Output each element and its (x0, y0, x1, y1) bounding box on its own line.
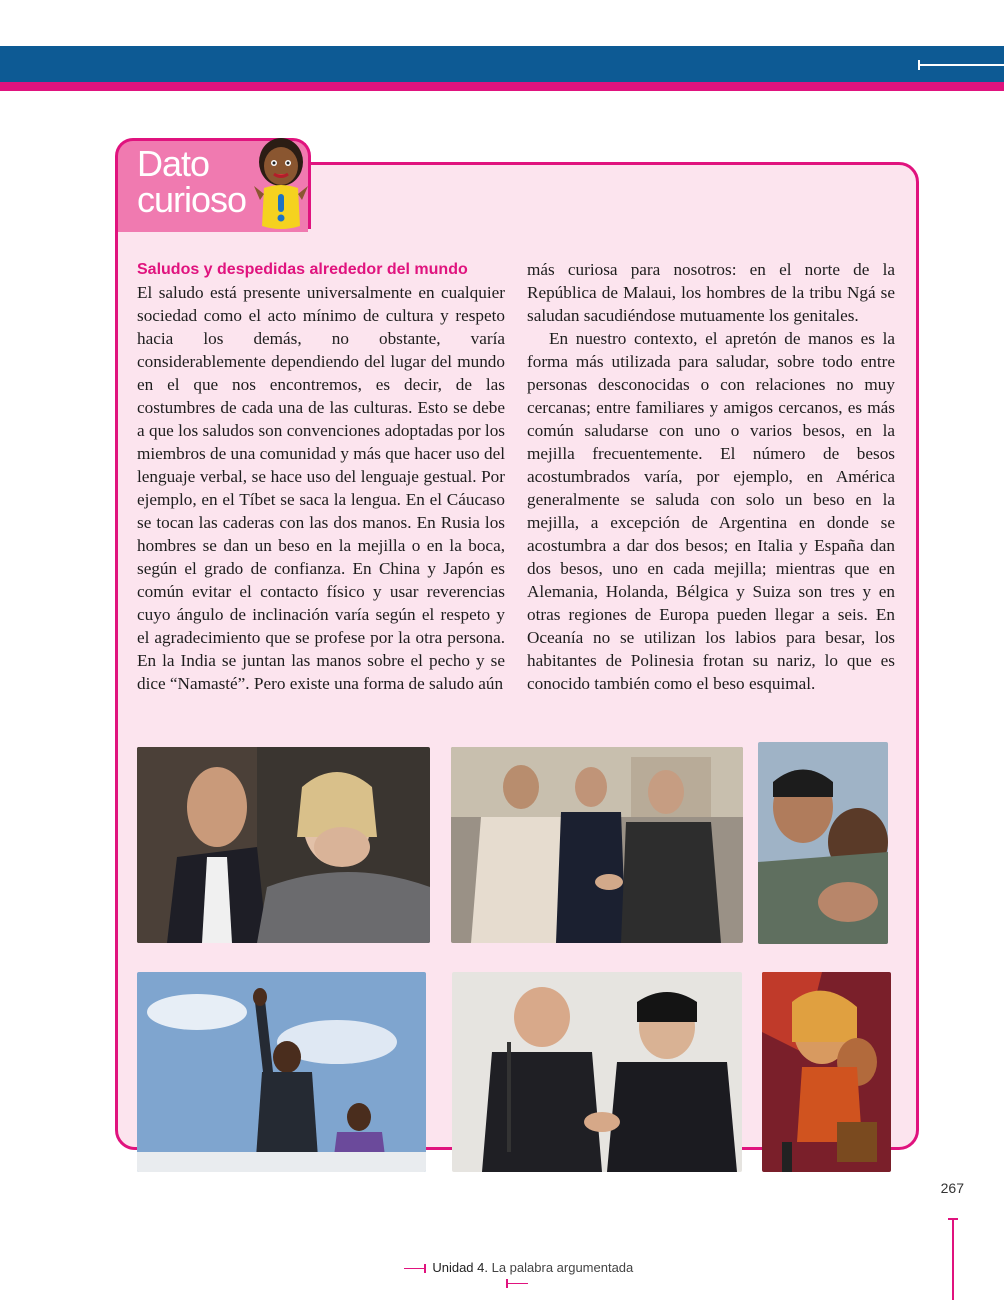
photo-blowing-kiss (137, 747, 430, 943)
tab-title (137, 143, 247, 220)
article-heading: Saludos y despedidas alrededor del mundo (137, 261, 468, 278)
photo-waving (137, 972, 426, 1172)
photo-nose-rub (762, 972, 891, 1172)
header-accent-line (0, 82, 1004, 91)
article-right-column (527, 258, 895, 695)
mascot-character-icon (250, 136, 312, 232)
page-side-line (952, 1218, 954, 1300)
footer-left-rule (404, 1268, 426, 1270)
tab-title-line2: curioso (137, 179, 247, 220)
footer-title: La palabra argumentada (491, 1260, 634, 1275)
page-number: 267 (940, 1180, 964, 1196)
header-tick-mark (918, 64, 1004, 66)
article-left-column (137, 281, 505, 695)
header-band (0, 46, 1004, 82)
photo-formal-handshake (452, 972, 742, 1172)
photo-embrace (758, 742, 888, 944)
photo-handshake-outdoors (451, 747, 743, 943)
tab-title-line1: Dato (137, 143, 210, 184)
article-paragraph-2: En nuestro contexto, el apretón de manos es la forma más utilizada para saludar, sobre todo entre personas desconocidas o con relaciones no muy cercanas; entre familiares y amigos cercanos, es más común saludarse con uno o varios besos, en la mejilla frecuentemente. El número de besos acostumbrados varía, por ejemplo, en América generalmente se saluda con solo un beso en la mejilla, a excepción de Argentina en donde se acostumbra a dar dos besos; en Italia y España dan dos besos, uno en cada mejilla; mientras que en Alemania, Holanda, Bélgica y Suiza son tres y en otras regiones de Europa pueden llegar a seis. En Oceanía no se utilizan los labios para besar, los habitantes de Polinesia frotan su nariz, lo que es conocido también como el beso esquimal. (527, 329, 895, 693)
header-tick-cap (918, 60, 920, 70)
page-side-line-cap (948, 1218, 958, 1220)
footer-right-rule (506, 1283, 528, 1285)
article-paragraph-1: El saludo está presente universalmente en cualquier sociedad como el acto mínimo de cultura y respeto hacia los demás, no obstante, varía considerablemente dependiendo del lugar del mundo en el que nos encontremos, es decir, de las costumbres de cada una de las culturas. Esto se debe a que los saludos son convenciones adoptadas por los miembros de una comunidad y más que hacer uso del lenguaje verbal, se hace uso del lenguaje gestual. Por ejemplo, en el Tíbet se saca la lengua. En el Cáucaso se tocan las caderas con las dos manos. En Rusia los hombres se dan un beso en la mejilla o en la boca, según el grado de confianza. En China y Japón es común evitar el contacto físico y usar reverencias cuyo ángulo de inclinación varía según el respeto y el agradecimiento que se profese por la otra persona. En la India se juntan las manos sobre el pecho y se dice “Namasté”. Pero existe una forma de saludo aún (137, 283, 505, 693)
article-paragraph-1-continued: más curiosa para nosotros: en el norte de la República de Malaui, los hombres de la tribu Ngá se saludan sacudiéndose mutuamente los genitales. (527, 260, 895, 325)
footer (388, 1260, 646, 1290)
footer-unit: Unidad 4. (432, 1260, 488, 1275)
